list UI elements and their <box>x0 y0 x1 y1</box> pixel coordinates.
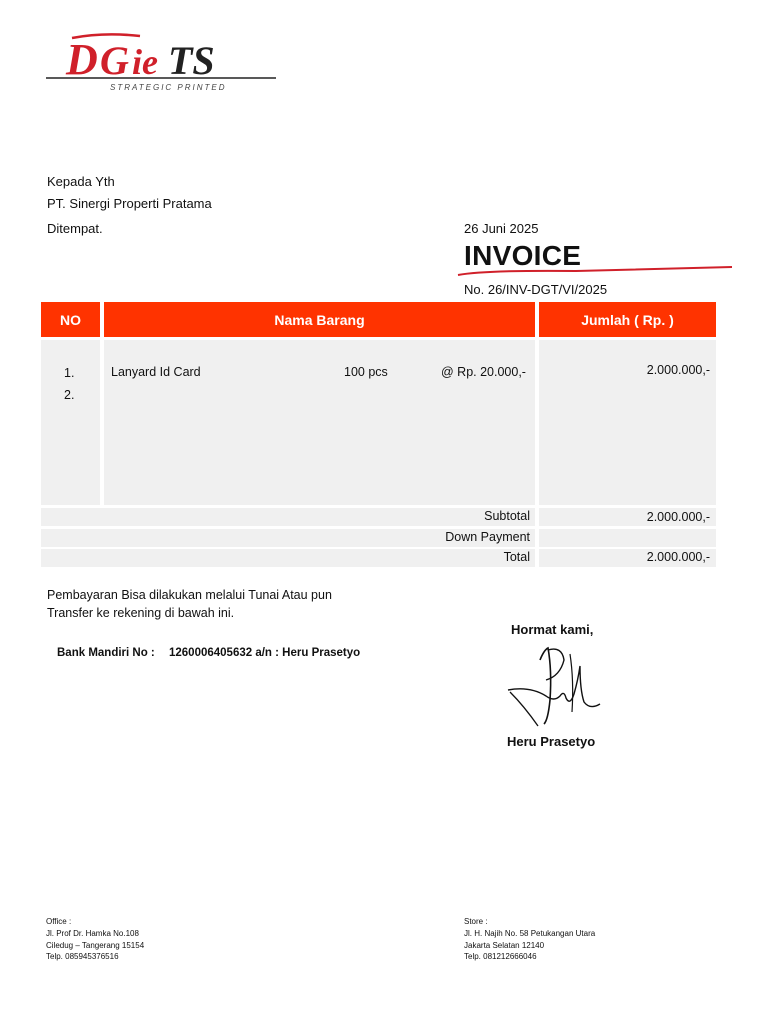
handwritten-signature <box>500 640 610 736</box>
no-column-cell <box>41 340 100 505</box>
payment-note-line-1: Pembayaran Bisa dilakukan melalui Tunai Atau pun <box>47 588 332 602</box>
recipient-company: PT. Sinergi Properti Pratama <box>47 196 212 211</box>
invoice-date: 26 Juni 2025 <box>464 221 539 236</box>
office-address-2: Ciledug – Tangerang 15154 <box>46 940 145 950</box>
store-address-2: Jakarta Selatan 12140 <box>464 940 545 950</box>
office-label: Office : <box>46 917 72 926</box>
store-address-1: Jl. H. Najih No. 58 Petukangan Utara <box>464 928 596 938</box>
row-1-name: Lanyard Id Card <box>111 365 201 379</box>
store-label: Store : <box>464 917 488 926</box>
recipient-salutation: Kepada Yth <box>47 174 115 189</box>
company-logo <box>44 28 284 94</box>
row-1-no: 1. <box>64 366 75 380</box>
row-1-price: @ Rp. 20.000,- <box>441 365 526 379</box>
store-phone: Telp. 081212666046 <box>464 952 537 962</box>
invoice-title: INVOICE <box>464 240 582 271</box>
header-amount: Jumlah ( Rp. ) <box>539 302 716 337</box>
total-label: Total <box>503 550 530 564</box>
recipient-place: Ditempat. <box>47 221 103 236</box>
logo-tagline: STRATEGIC PRINTED <box>110 83 227 92</box>
total-value: 2.000.000,- <box>646 550 710 564</box>
subtotal-label: Subtotal <box>484 509 530 523</box>
row-1-qty: 100 pcs <box>344 365 388 379</box>
row-1-amount: 2.000.000,- <box>646 363 710 377</box>
invoice-number: No. 26/INV-DGT/VI/2025 <box>464 282 608 297</box>
title-underline <box>456 266 734 278</box>
payment-note <box>47 586 367 622</box>
payment-note-line-2: Transfer ke rekening di bawah ini. <box>47 606 235 620</box>
footer-office <box>46 916 144 963</box>
subtotal-value: 2.000.000,- <box>646 510 710 524</box>
closing-text: Hormat kami, <box>511 622 594 637</box>
logo-letters-ie: ie <box>132 42 158 82</box>
bank-account: 1260006405632 a/n : Heru Prasetyo <box>169 647 361 659</box>
header-item-name: Nama Barang <box>104 302 535 337</box>
downpayment-label: Down Payment <box>445 530 530 544</box>
logo-letters-ts: TS <box>168 38 215 83</box>
logo-letter-g: G <box>100 38 129 83</box>
row-2-no: 2. <box>64 388 75 402</box>
logo-letter-d: D <box>66 35 98 84</box>
footer-store <box>464 916 595 963</box>
header-no: NO <box>41 302 100 337</box>
downpayment-value-bg <box>539 529 716 547</box>
office-address-1: Jl. Prof Dr. Hamka No.108 <box>46 928 139 938</box>
bank-label: Bank Mandiri No : <box>57 647 155 659</box>
signer-name: Heru Prasetyo <box>507 734 596 749</box>
office-phone: Telp. 085945376516 <box>46 952 119 962</box>
